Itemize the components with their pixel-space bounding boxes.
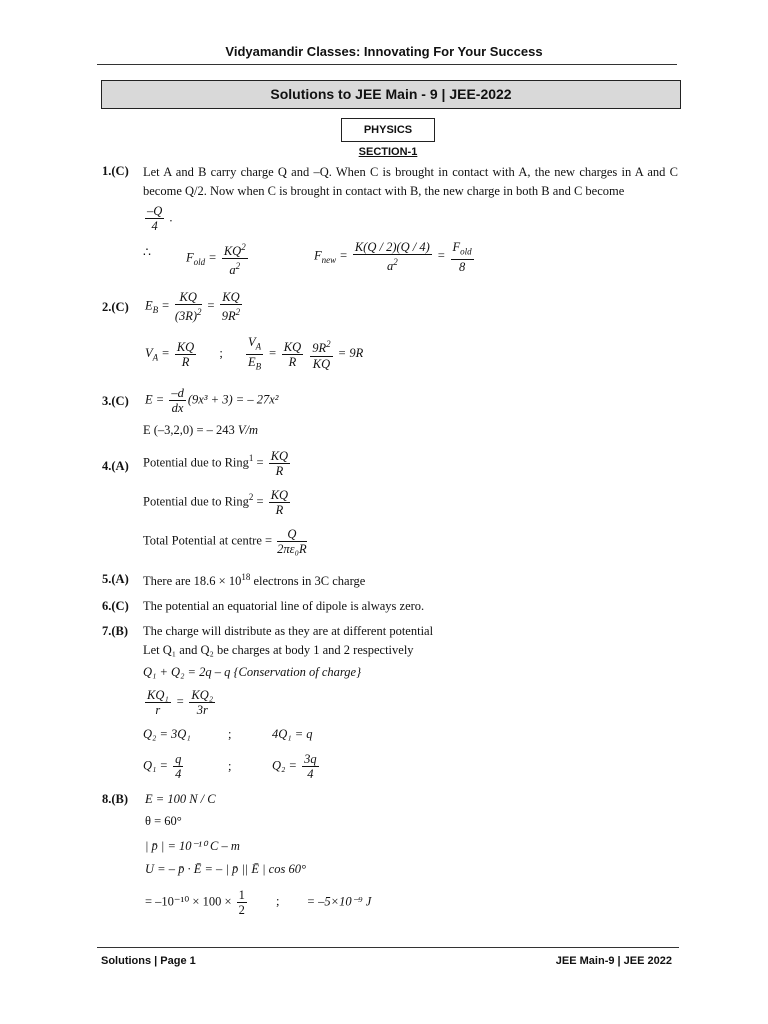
q5-number: 5.(A)	[102, 572, 129, 586]
footer-rule	[97, 947, 679, 948]
q8-dipole-moment: | p̄ | = 10⁻¹⁰ C – m	[145, 839, 240, 853]
q7-semicolon-1: ;	[228, 727, 232, 741]
q7-conservation: Q₁ + Q₂ = 2q – q {Conservation of charge}	[143, 665, 362, 679]
q7-q1-value: Q₁ = $\frac{q}{4}$	[143, 752, 182, 781]
q1-number: 1.(C)	[102, 164, 129, 178]
q1-text: Let A and B carry charge Q and –Q. When C is brought in contact with A, the new charges in A and C become Q/2. Now when C is brought in contact with B, the new charge in both B and C become	[143, 165, 678, 198]
q8-field: E = 100 N / C	[145, 792, 216, 806]
q8-energy-calc: = –10⁻¹⁰ × 100 × $\frac{1}{2}$ ; = –5×10⁻⁹ J	[145, 888, 372, 917]
q3-field-value: E (–3,2,0) = – 243 V/m	[143, 423, 259, 437]
q7-relation-a: Q₂ = 3Q₁	[143, 727, 191, 741]
subject-label: PHYSICS	[341, 118, 435, 142]
q2-number: 2.(C)	[102, 300, 129, 314]
q7-semicolon-2: ;	[228, 759, 232, 773]
q8-angle: θ = 60°	[145, 814, 182, 828]
q1-fraction: $\frac{-Q}{4}$ .	[147, 204, 173, 233]
q8-energy-formula: U = – p̄ · Ē = – | p̄ || Ē | cos 60°	[145, 862, 306, 876]
q1-fold-equation: $F_{old}$ = $\frac{KQ^2}{a^2}$	[186, 242, 246, 278]
q4-ring1-potential: Potential due to Ring$^1$ = $\frac{KQ}{R}$	[143, 449, 289, 478]
q7-q2-value: Q₂ = $\frac{3q}{4}$	[272, 752, 317, 781]
header-rule	[97, 64, 677, 65]
q2-eb-equation: $E_B$ = $\frac{KQ}{(3R)^2}$ = $\frac{KQ}{9R^2}$	[145, 290, 241, 324]
q4-number: 4.(A)	[102, 459, 129, 473]
q7-potential-equality: $\frac{\text{KQ₁}}{r}$ = $\frac{\text{KQ₂}}{3r}$	[147, 688, 214, 717]
q1-fnew-equation: $F_{new}$ = $\frac{K(Q / 2)(Q / 4)}{a^2}$ = $\frac{F_{old}}{8}$	[314, 240, 472, 274]
q7-number: 7.(B)	[102, 624, 129, 638]
q7-relation-b: 4Q₁ = q	[272, 727, 313, 741]
q4-ring2-potential: Potential due to Ring$^2$ = $\frac{KQ}{R}$	[143, 488, 289, 517]
q6-number: 6.(C)	[102, 599, 129, 613]
q3-field-equation: E = $\frac{-d}{dx}$ (9x³ + 3) = – 27x²	[145, 386, 279, 415]
footer-left: Solutions | Page 1	[101, 955, 196, 967]
q2-va-equation: $V_A$ = $\frac{KQ}{R}$ ; $\frac{V_A}{E_B}$ = $\frac{KQ}{R}$ $\frac{9R^2}{KQ}$ = 9R	[145, 335, 364, 371]
page-header: Vidyamandir Classes: Innovating For Your Success	[225, 44, 543, 59]
q4-total-potential: Total Potential at centre = $\frac{Q}{\text{2πε₀R}}$	[143, 527, 307, 556]
q8-number: 8.(B)	[102, 792, 129, 806]
q7-line1: The charge will distribute as they are at different potential	[143, 624, 434, 638]
page-title: Solutions to JEE Main - 9 | JEE-2022	[101, 80, 681, 109]
q3-number: 3.(C)	[102, 394, 129, 408]
q1-therefore: ∴	[143, 245, 151, 259]
footer-right: JEE Main-9 | JEE 2022	[555, 955, 672, 967]
section-label: SECTION-1	[358, 146, 418, 158]
q5-text: There are $18.6 \times 10^{18}$ electrons in 3C charge	[143, 572, 366, 589]
q6-text: The potential an equatorial line of dipole is always zero.	[143, 599, 425, 613]
q7-line2: Let Q₁ and Q₂ be charges at body 1 and 2 respectively	[143, 643, 414, 657]
